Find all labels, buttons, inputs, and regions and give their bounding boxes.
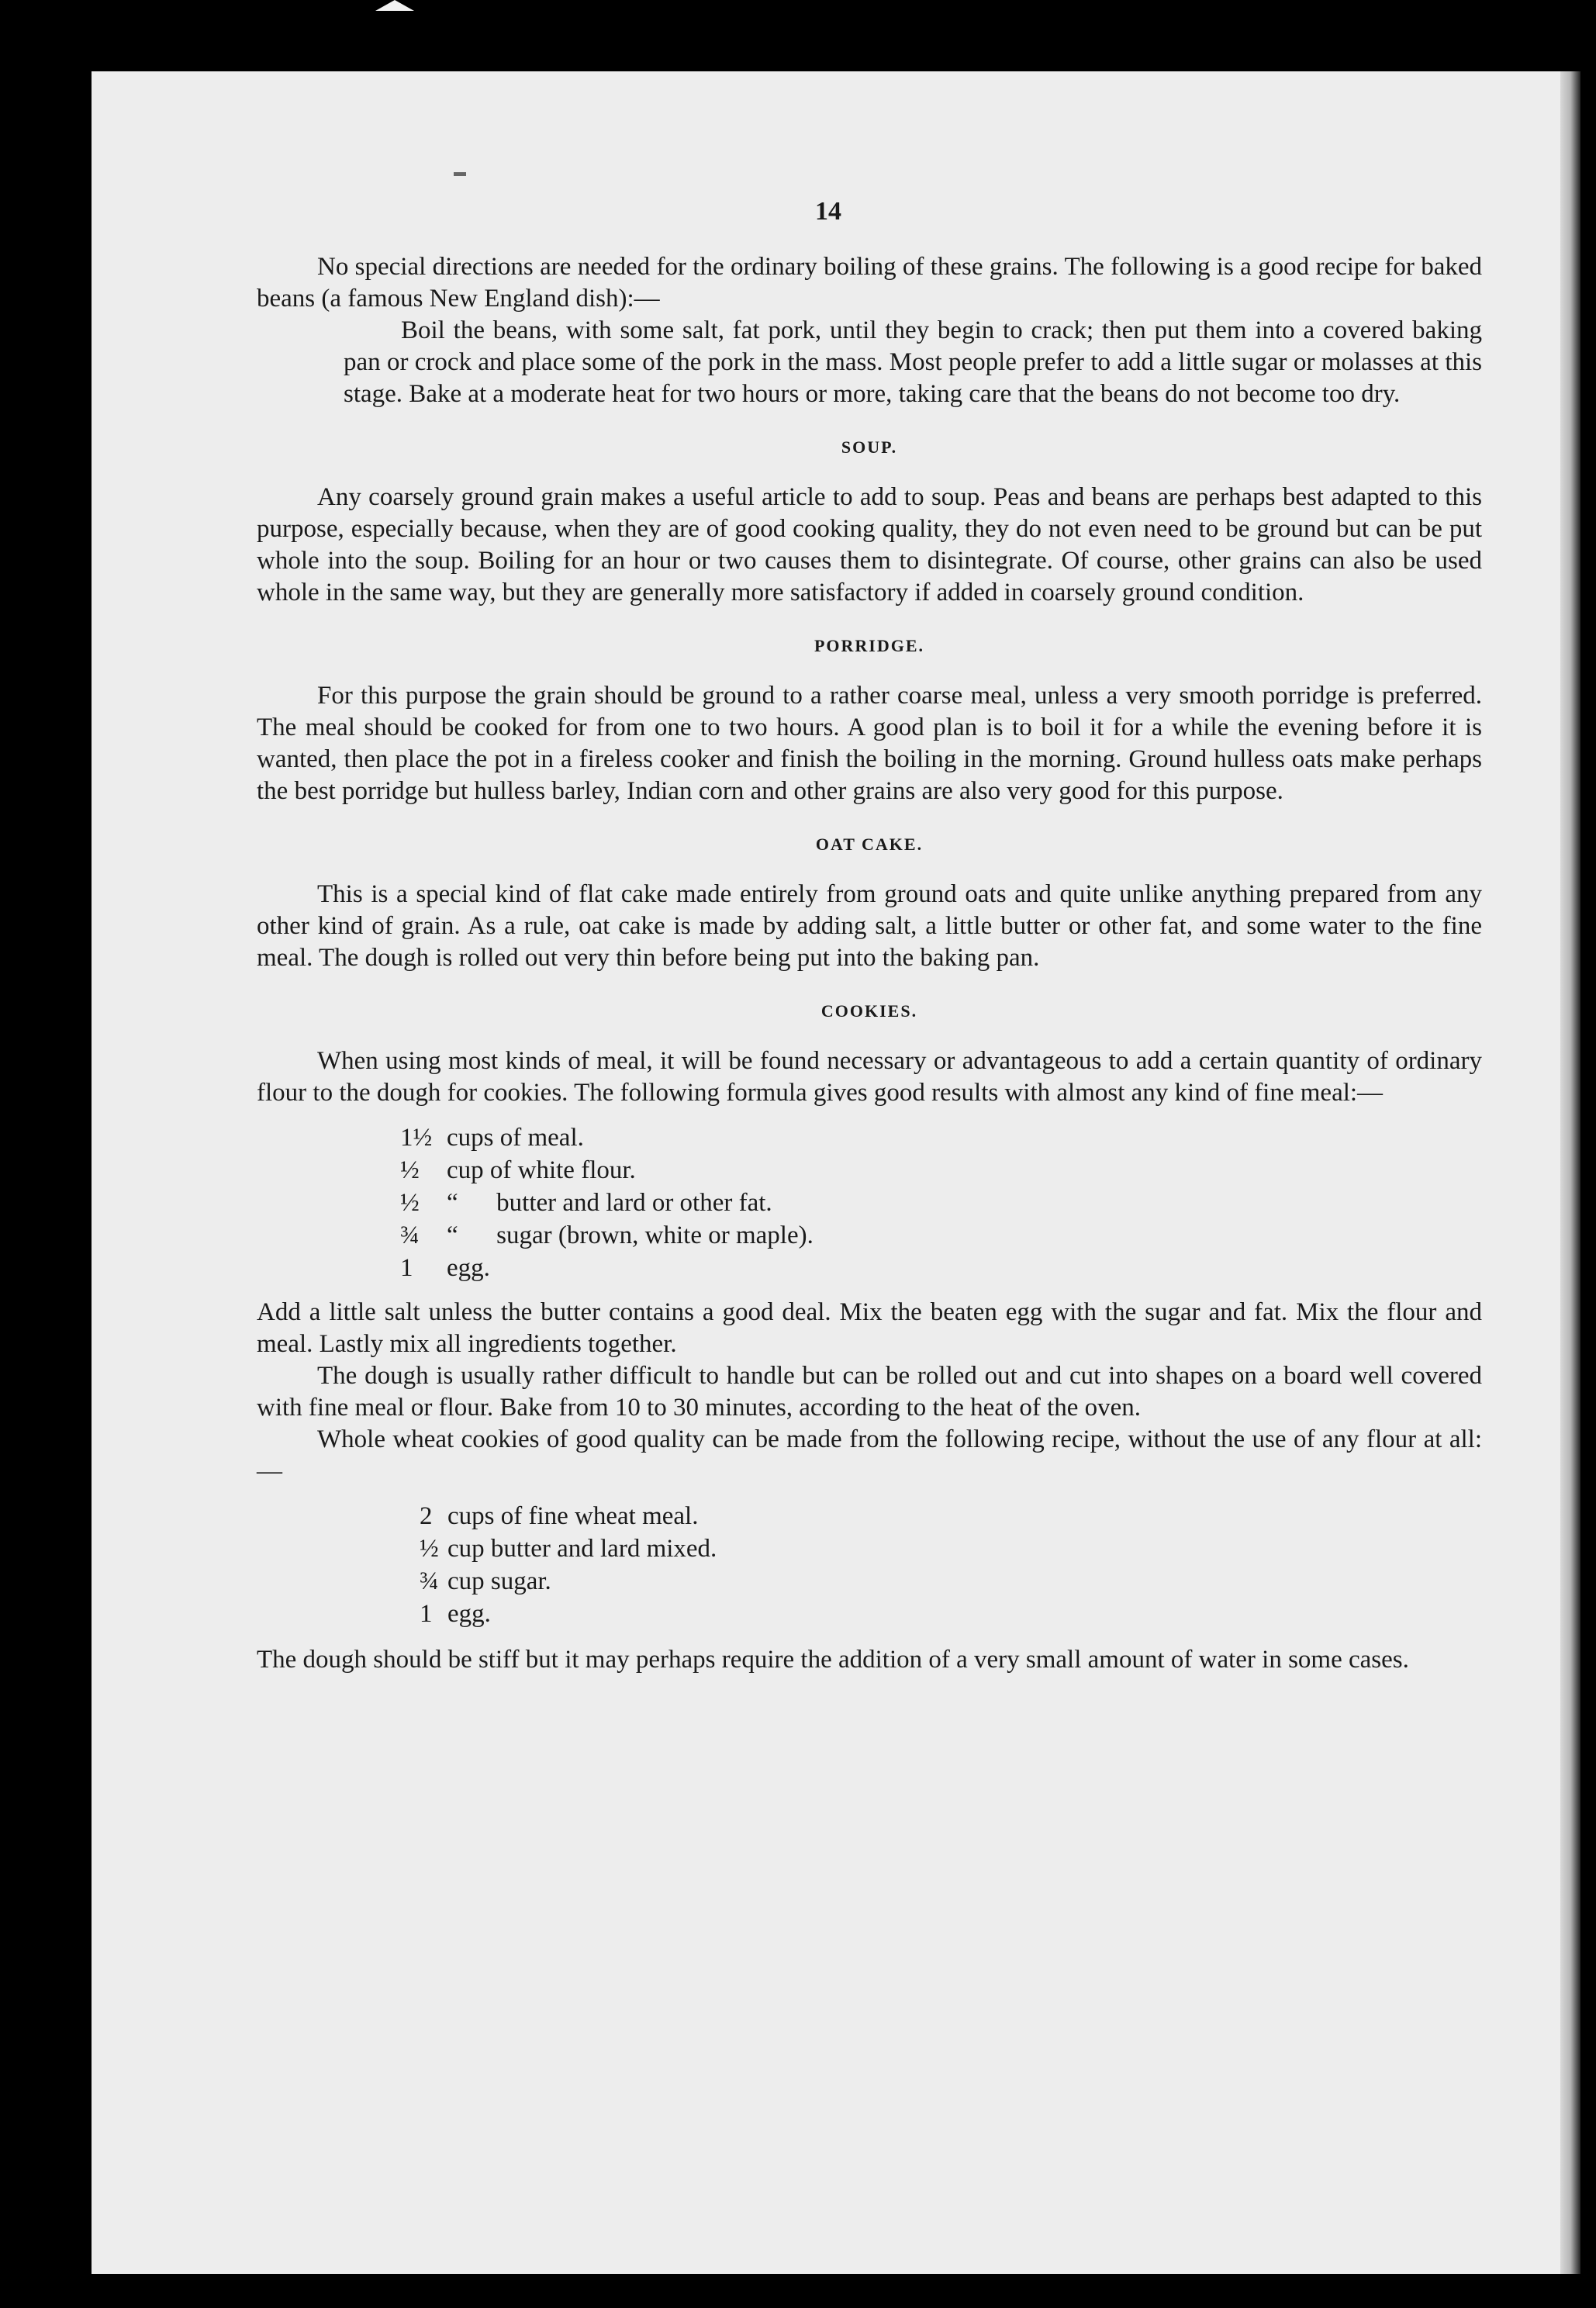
porridge-heading: PORRIDGE. [814, 636, 925, 655]
soup-heading: SOUP. [841, 437, 898, 457]
cookie-ingredients-list [400, 1121, 1482, 1284]
oat-cake-heading: OAT CAKE. [815, 834, 924, 854]
page-body [257, 251, 1482, 1676]
ink-speck [454, 172, 466, 176]
list-item: 1 egg. [420, 1600, 491, 1628]
porridge-paragraph: For this purpose the grain should be ground to a rather coarse meal, unless a very smooth porridge is preferred. The meal should be cooked for from one to two hours. A good plan is to boil it for a while the evening before it is wanted, then place the pot in a fireless cooker and finish the boiling in the morning. Ground hulless oats make perhaps the best porridge but hulless barley, Indian corn and other grains are also very good for this purpose. [257, 682, 1482, 805]
page-number: 14 [815, 197, 841, 226]
list-item: 1 egg. [400, 1254, 490, 1282]
baked-beans-recipe: Boil the beans, with some salt, fat pork, until they begin to crack; then put them into a covered baking pan or crock and place some of the pork in the mass. Most people prefer to add a little sugar or molasses at this stage. Bake at a moderate heat for two hours or more, taking care that the beans do not become too dry. [344, 316, 1482, 408]
list-item: ½ “ butter and lard or other fat. [400, 1189, 772, 1217]
whole-wheat-ingredients-list [420, 1500, 1482, 1630]
cookies-heading: COOKIES. [820, 1001, 918, 1021]
document-page [92, 71, 1565, 2274]
soup-paragraph: Any coarsely ground grain makes a useful article to add to soup. Peas and beans are perhaps best adapted to this purpose, especially because, when they are of good cooking quality, they do not even need to be ground but can be put whole into the soup. Boiling for an hour or two causes them to disintegrate. Of course, other grains can also be used whole in the same way, but they are generally more satisfactory if added in coarsely ground condition. [257, 483, 1482, 606]
list-item: 2 cups of fine wheat meal. [420, 1502, 699, 1530]
whole-wheat-intro: Whole wheat cookies of good quality can be made from the following recipe, without the use of any flour at all:— [257, 1425, 1482, 1485]
closing-paragraph: The dough should be stiff but it may perhaps require the addition of a very small amount of water in some cases. [257, 1646, 1409, 1674]
page-edge [1560, 71, 1580, 2274]
list-item: 1½ cups of meal. [400, 1124, 584, 1152]
list-item: ¾ “ sugar (brown, white or maple). [400, 1221, 814, 1249]
list-item: ¾ cup sugar. [420, 1567, 551, 1595]
page-corner-artifact [1332, 126, 1357, 149]
scan-artifact [375, 0, 414, 11]
cookies-intro: When using most kinds of meal, it will be found necessary or advantageous to add a certain quantity of ordinary flour to the dough for cookies. The following formula gives good results with almost any kind of fine meal:— [257, 1047, 1482, 1107]
list-item: ½ cup of white flour. [400, 1156, 636, 1184]
cookies-method: Add a little salt unless the butter contains a good deal. Mix the beaten egg with the sugar and fat. Mix the flour and meal. Lastly mix all ingredients together. [257, 1298, 1482, 1358]
intro-paragraph: No special directions are needed for the ordinary boiling of these grains. The following is a good recipe for baked beans (a famous New England dish):— [257, 253, 1482, 313]
oat-cake-paragraph: This is a special kind of flat cake made entirely from ground oats and quite unlike anything prepared from any other kind of grain. As a rule, oat cake is made by adding salt, a little butter or other fat, and some water to the fine meal. The dough is rolled out very thin before being put into the baking pan. [257, 880, 1482, 972]
list-item: ½ cup butter and lard mixed. [420, 1535, 717, 1563]
cookies-dough-note: The dough is usually rather difficult to handle but can be rolled out and cut into shapes on a board well covered with fine meal or flour. Bake from 10 to 30 minutes, according to the heat of the oven. [257, 1362, 1482, 1422]
